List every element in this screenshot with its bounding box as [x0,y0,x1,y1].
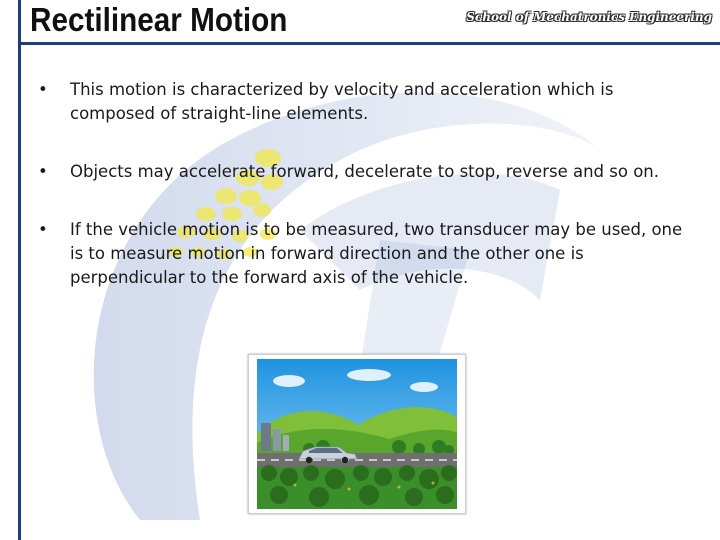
bullet-item [38,218,688,290]
school-name: School of Mechatronics Engineering [466,10,712,24]
bullet-item [38,160,688,184]
building [273,429,281,451]
bullet-list [38,78,688,290]
building [261,423,271,451]
bullet-item [38,78,688,126]
building [283,435,289,451]
title-underline-bar [18,42,720,45]
bullet-glyph: • [38,162,48,181]
bullet-glyph: • [38,80,48,99]
road-scene-illustration [249,355,465,513]
road-scene-image [248,354,466,514]
bullet-text: This motion is characterized by velocity and acceleration which is composed of straight-line elements. [70,80,614,123]
bullet-glyph: • [38,220,48,239]
bullet-text: If the vehicle motion is to be measured, two transducer may be used, one is to measure motion in forward direction and the other one is perpendicular to the forward axis of the vehicle. [70,220,683,287]
left-accent-bar [18,0,21,540]
bullet-text: Objects may accelerate forward, decelerate to stop, reverse and so on. [70,162,659,181]
page-title: Rectilinear Motion [30,1,288,38]
